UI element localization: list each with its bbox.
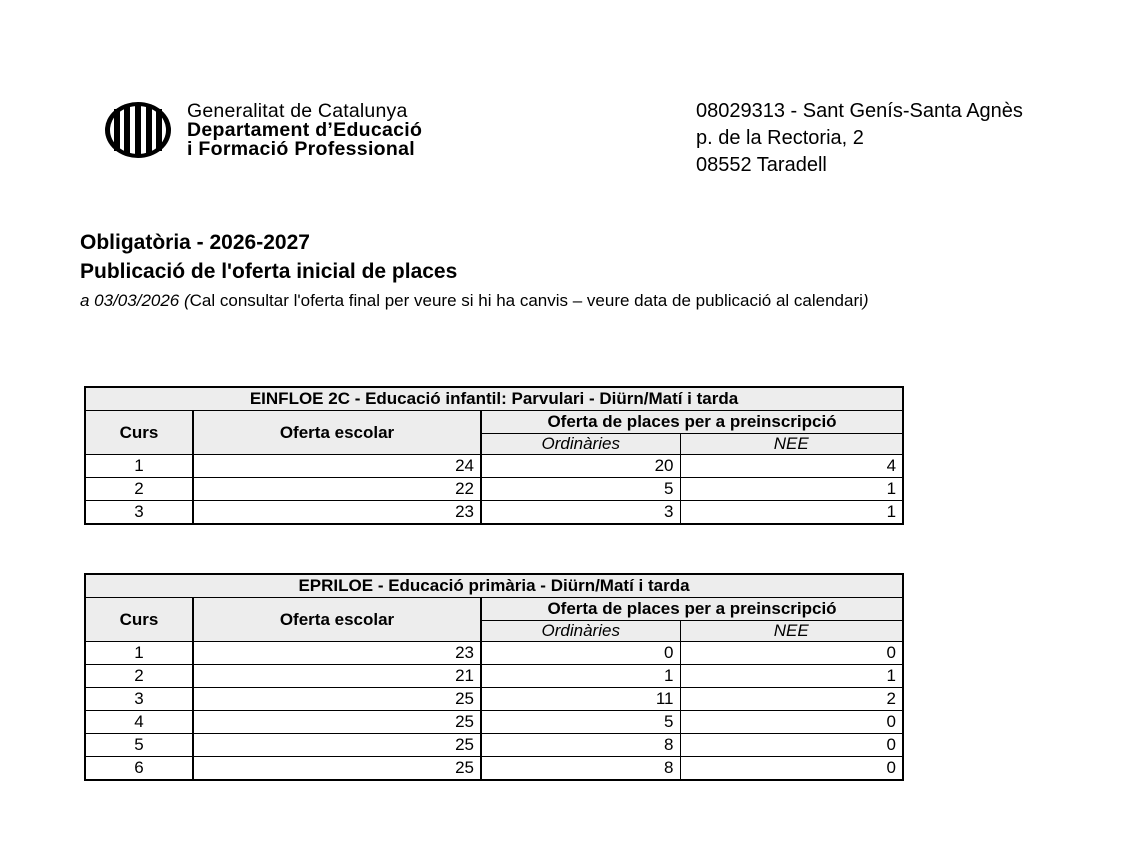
cell-oferta: 24	[193, 455, 481, 478]
table-row	[85, 642, 903, 665]
cell-curs: 1	[85, 455, 193, 478]
page-subtitle: Publicació de l'oferta inicial de places	[80, 260, 458, 283]
col-header-curs: Curs	[85, 598, 193, 642]
cell-oferta: 25	[193, 757, 481, 781]
col-header-oferta: Oferta escolar	[193, 411, 481, 455]
publication-note-text: Cal consultar l'oferta final per veure si hi ha canvis – veure data de publicació al calendari	[189, 291, 863, 310]
table-row	[85, 734, 903, 757]
table-row	[85, 711, 903, 734]
cell-oferta: 25	[193, 734, 481, 757]
cell-ordinaries: 20	[481, 455, 680, 478]
cell-nee: 1	[680, 665, 903, 688]
col-header-curs: Curs	[85, 411, 193, 455]
cell-nee: 4	[680, 455, 903, 478]
col-header-nee: NEE	[680, 434, 903, 455]
page-title: Obligatòria - 2026-2027	[80, 231, 310, 254]
publication-note-close: )	[862, 291, 869, 310]
cell-curs: 2	[85, 665, 193, 688]
col-header-oferta: Oferta escolar	[193, 598, 481, 642]
school-postcode-city: 08552 Taradell	[696, 154, 827, 176]
table-title: EINFLOE 2C - Educació infantil: Parvulari - Diürn/Matí i tarda	[85, 387, 903, 411]
cell-nee: 0	[680, 711, 903, 734]
col-header-ordinaries: Ordinàries	[481, 621, 680, 642]
offer-table-infantil	[84, 386, 904, 525]
school-address	[696, 98, 1023, 179]
table-title: EPRILOE - Educació primària - Diürn/Matí i tarda	[85, 574, 903, 598]
cell-curs: 5	[85, 734, 193, 757]
cell-ordinaries: 5	[481, 478, 680, 501]
cell-curs: 6	[85, 757, 193, 781]
table-row	[85, 665, 903, 688]
col-header-ordinaries: Ordinàries	[481, 434, 680, 455]
col-header-preinscripcio: Oferta de places per a preinscripció	[481, 598, 903, 621]
publication-note	[80, 288, 869, 314]
school-street: p. de la Rectoria, 2	[696, 127, 864, 149]
cell-ordinaries: 8	[481, 734, 680, 757]
logo-line-2: Departament d’Educació	[187, 119, 423, 141]
col-header-preinscripcio: Oferta de places per a preinscripció	[481, 411, 903, 434]
publication-date: a 03/03/2026 (	[80, 291, 190, 310]
col-header-nee: NEE	[680, 621, 903, 642]
table-row	[85, 455, 903, 478]
cell-curs: 3	[85, 688, 193, 711]
cell-ordinaries: 3	[481, 501, 680, 525]
senyera-shield-icon	[103, 100, 173, 160]
cell-curs: 1	[85, 642, 193, 665]
cell-oferta: 23	[193, 501, 481, 525]
table-row	[85, 478, 903, 501]
cell-oferta: 25	[193, 711, 481, 734]
cell-ordinaries: 0	[481, 642, 680, 665]
cell-nee: 0	[680, 734, 903, 757]
cell-nee: 1	[680, 478, 903, 501]
cell-ordinaries: 11	[481, 688, 680, 711]
cell-curs: 4	[85, 711, 193, 734]
logo-line-1: Generalitat de Catalunya	[187, 100, 408, 122]
cell-ordinaries: 1	[481, 665, 680, 688]
cell-nee: 0	[680, 642, 903, 665]
cell-nee: 0	[680, 757, 903, 781]
cell-oferta: 25	[193, 688, 481, 711]
cell-nee: 2	[680, 688, 903, 711]
table-row	[85, 757, 903, 781]
cell-nee: 1	[680, 501, 903, 525]
cell-oferta: 23	[193, 642, 481, 665]
school-code-name: 08029313 - Sant Genís-Santa Agnès	[696, 100, 1023, 122]
cell-oferta: 21	[193, 665, 481, 688]
table-row	[85, 688, 903, 711]
generalitat-logo	[103, 100, 523, 162]
cell-curs: 3	[85, 501, 193, 525]
cell-ordinaries: 5	[481, 711, 680, 734]
page-heading	[80, 228, 869, 314]
logo-line-3: i Formació Professional	[187, 138, 415, 160]
table-row	[85, 501, 903, 525]
offer-table-primaria	[84, 573, 904, 781]
cell-curs: 2	[85, 478, 193, 501]
cell-oferta: 22	[193, 478, 481, 501]
cell-ordinaries: 8	[481, 757, 680, 781]
